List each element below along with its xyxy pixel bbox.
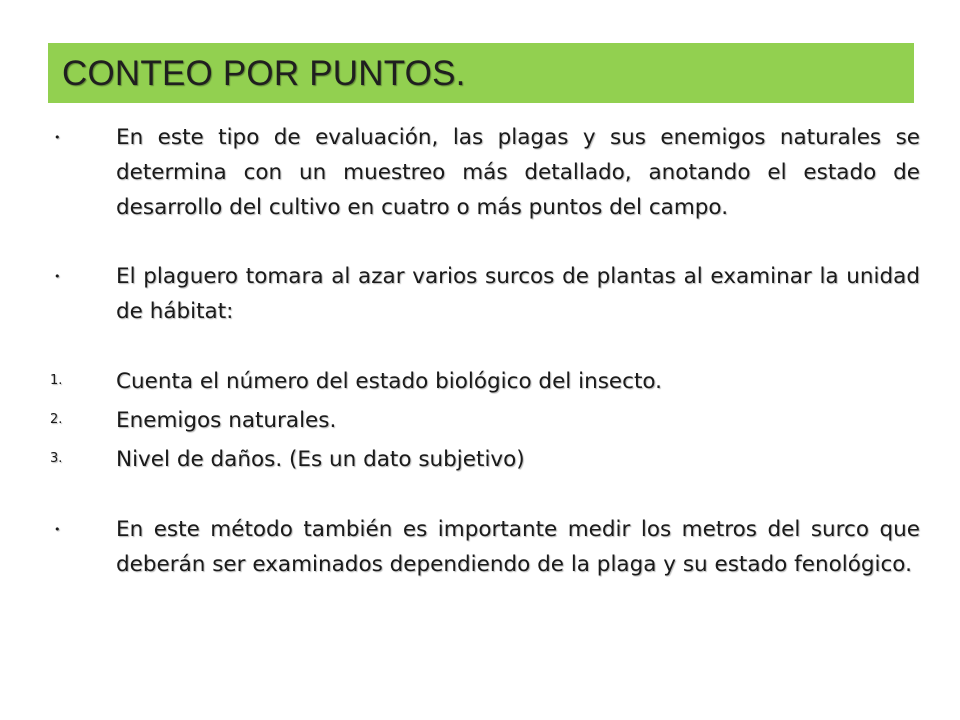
- bullet-marker: •: [54, 523, 61, 536]
- bullet-marker: •: [54, 131, 61, 144]
- bullet-item: [48, 120, 920, 225]
- numbered-text: Enemigos naturales.: [116, 408, 337, 433]
- bullet-item: [48, 512, 920, 582]
- numbered-list: [48, 362, 920, 479]
- numbered-item: [48, 401, 920, 440]
- numbered-text: Cuenta el número del estado biológico del insecto.: [116, 369, 663, 394]
- numbered-item: [48, 440, 920, 479]
- slide-title: CONTEO POR PUNTOS.: [62, 54, 466, 93]
- bullet-text: En este método también es importante medir los metros del surco que deberán ser examinados dependiendo de la plaga y su estado fenológico.: [116, 517, 920, 577]
- bullet-item: [48, 259, 920, 329]
- bullet-text: El plaguero tomara al azar varios surcos de plantas al examinar la unidad de hábitat:: [116, 264, 920, 324]
- slide-body: [48, 120, 920, 582]
- numbered-item: [48, 362, 920, 401]
- number-marker: 3.: [50, 451, 63, 466]
- numbered-text: Nivel de daños. (Es un dato subjetivo): [116, 447, 525, 472]
- number-marker: 1.: [50, 373, 63, 388]
- bullet-marker: •: [54, 270, 61, 283]
- title-bar: [48, 43, 914, 103]
- bullet-text: En este tipo de evaluación, las plagas y sus enemigos naturales se determina con un muestreo más detallado, anotando el estado de desarrollo del cultivo en cuatro o más puntos del campo.: [116, 125, 920, 220]
- number-marker: 2.: [50, 412, 63, 427]
